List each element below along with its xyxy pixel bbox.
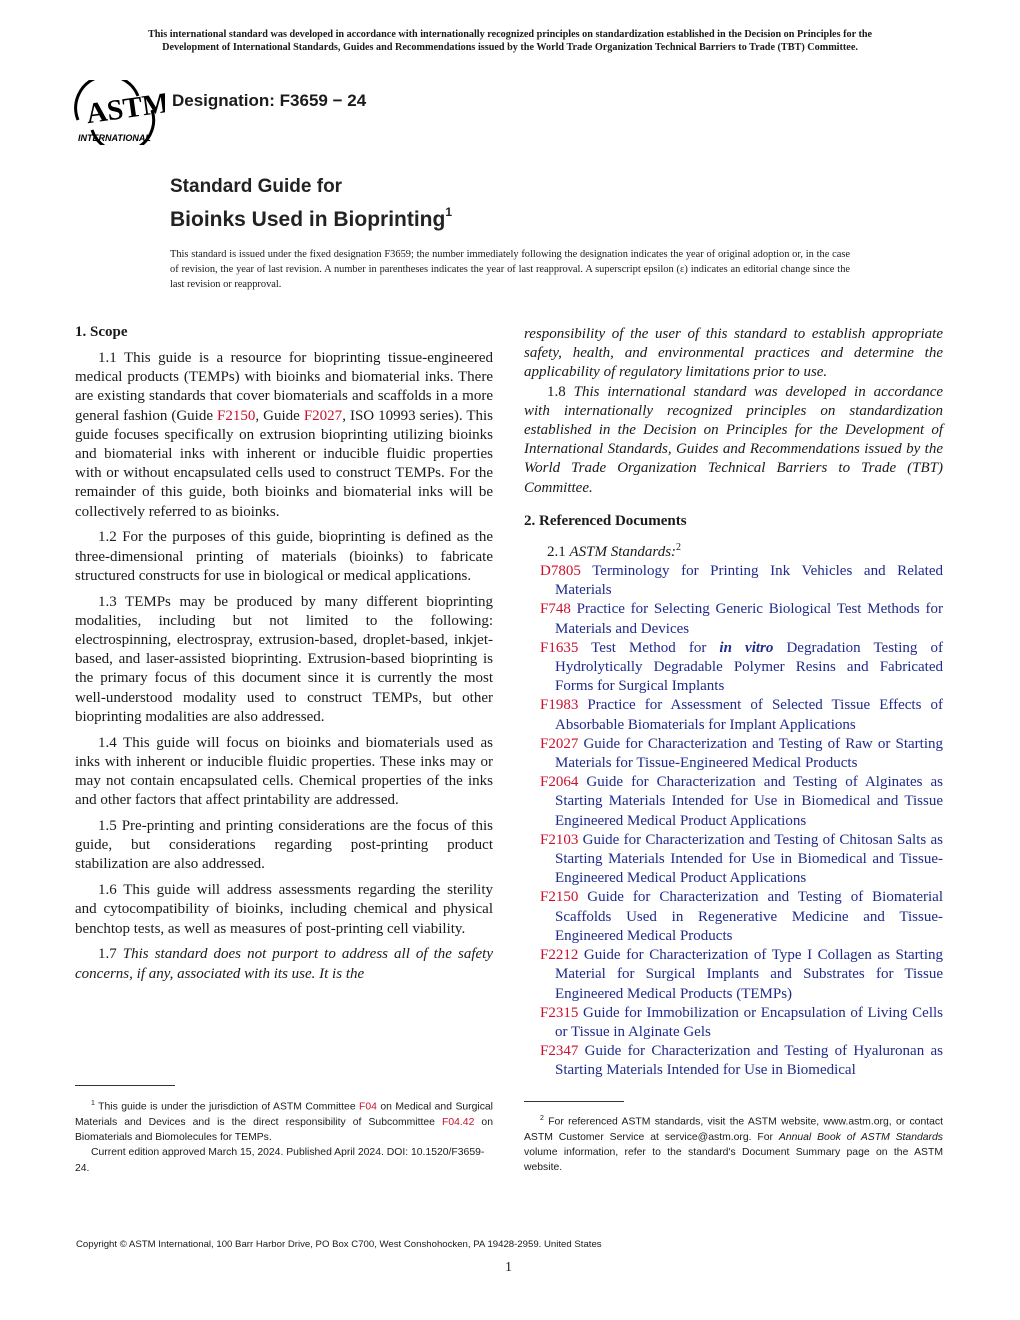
title-line-1: Standard Guide for xyxy=(170,176,343,197)
reference-item xyxy=(524,639,943,697)
scope-1-4: 1.4 This guide will focus on bioinks and biomaterials used as inks with inherent or inducible fluidic properties. These inks may or may not contain encapsulated cells. Chemical properties of the inks and other factors that affect printability are addressed. xyxy=(75,734,493,809)
footnote-2 xyxy=(524,1111,943,1176)
reference-code-link[interactable]: F1983 xyxy=(540,697,579,714)
reference-title[interactable]: Practice for Selecting Generic Biological Test Methods for Materials and Devices xyxy=(555,601,943,637)
footnote-1 xyxy=(75,1096,493,1176)
link-f2027[interactable]: F2027 xyxy=(303,407,343,424)
astm-standards-num: 2.1 xyxy=(547,543,570,560)
reference-title[interactable]: Guide for Characterization and Testing of Alginates as Starting Materials Intended for Use in Biomedical and Tissue Engineered Medical Product Applications xyxy=(555,774,943,829)
reference-title[interactable]: Test Method for xyxy=(578,639,720,656)
logo-letters: ASTM xyxy=(84,86,165,131)
footnote-2-text xyxy=(524,1111,943,1176)
copyright-notice xyxy=(60,28,960,54)
reference-code-link[interactable]: F2347 xyxy=(540,1043,579,1060)
scope-1-8 xyxy=(524,383,943,498)
reference-title[interactable]: Guide for Characterization and Testing of Hyaluronan as Starting Materials Intended for Use in Biomedical xyxy=(555,1043,943,1079)
footnote-1-b: on Medical and Surgical Materials and Devices and is the direct responsibility of Subcommittee xyxy=(75,1101,493,1128)
reference-item xyxy=(524,1004,943,1042)
reference-title[interactable]: Practice for Assessment of Selected Tissue Effects of Absorbable Biomaterials for Implant Applications xyxy=(555,697,943,733)
reference-item xyxy=(524,562,943,600)
reference-code-link[interactable]: D7805 xyxy=(540,563,581,580)
astm-logo-icon xyxy=(70,80,165,145)
footnote-rule-left xyxy=(75,1085,175,1086)
scope-1-7 xyxy=(75,945,493,983)
scope-1-3: 1.3 TEMPs may be produced by many different bioprinting modalities, including but not limited to the following: electrospinning, electrospray, extrusion-based, droplet-based, inkjet-based, and laser-assisted bioprinting. Extrusion-based bioprinting is the primary focus of this document since it is currently the most well-understood modality used to construct TEMPs, but other bioprinting modalities are also addressed. xyxy=(75,593,493,725)
scope-1-1-text-a: 1.1 This guide is a resource for bioprinting tissue-engineered medical products (TEMPs) with bioinks and biomaterial inks. There are existing standards that cover biomaterials and scaffolds in a more general fashion (Guide xyxy=(75,350,493,424)
astm-standards-text: ASTM Standards: xyxy=(569,543,677,560)
scope-1-7-num: 1.7 xyxy=(98,946,123,963)
reference-title[interactable]: Guide for Characterization and Testing of Chitosan Salts as Starting Materials Intended for Use in Biomedical and Tissue-Engineered Medical Product Applications xyxy=(555,831,943,887)
title-line-2 xyxy=(170,198,452,234)
reference-item xyxy=(524,600,943,638)
reference-code-link[interactable]: F2315 xyxy=(540,1004,579,1021)
reference-code-link[interactable]: F2027 xyxy=(540,735,579,752)
reference-list xyxy=(524,562,943,1080)
title-main: Bioinks Used in Bioprinting xyxy=(170,208,446,231)
link-f04-42[interactable]: F04.42 xyxy=(442,1116,475,1128)
reference-title[interactable]: Guide for Characterization of Type I Collagen as Starting Material for Surgical Implants and Substrates for Tissue Engineered Medical Products (TEMPs) xyxy=(555,947,943,1002)
reference-item xyxy=(524,946,943,1004)
link-f04[interactable]: F04 xyxy=(359,1101,377,1113)
references-heading: 2. Referenced Documents xyxy=(524,512,687,529)
copyright-footer: Copyright © ASTM International, 100 Barr Harbor Drive, PO Box C700, West Conshohocken, PA 19428-2959. United States xyxy=(76,1239,602,1250)
reference-code-link[interactable]: F2150 xyxy=(540,889,579,906)
reference-item xyxy=(524,1042,943,1080)
footnote-1-a: This guide is under the jurisdiction of ASTM Committee xyxy=(94,1101,360,1113)
scope-1-1 xyxy=(75,349,493,522)
page-number: 1 xyxy=(505,1260,512,1275)
footnote-2-italic: Annual Book of ASTM Standards xyxy=(778,1131,943,1143)
astm-standards-label xyxy=(524,538,943,562)
title-footnote-mark: 1 xyxy=(445,205,453,219)
scope-1-7-continued xyxy=(524,325,943,383)
footnote-rule-right xyxy=(524,1101,624,1102)
scope-1-8-text: This international standard was developed in accordance with internationally recognized principles on standardization established in the Decision on Principles for the Development of International Standards, Guides and Recommendations issued by the World Trade Organization Technical Barriers to Trade (TBT) Committee. xyxy=(524,383,944,496)
astm-standards-mark: 2 xyxy=(676,541,682,553)
document-title xyxy=(170,176,452,234)
reference-item xyxy=(524,696,943,734)
reference-title[interactable]: Guide for Immobilization or Encapsulation of Living Cells or Tissue in Alginate Gels xyxy=(555,1004,943,1040)
reference-title[interactable]: Terminology for Printing Ink Vehicles and Related Materials xyxy=(555,563,943,599)
reference-item xyxy=(524,831,943,889)
reference-emphasis[interactable]: in vitro xyxy=(719,639,774,656)
footnote-1-text xyxy=(75,1096,493,1145)
scope-1-6: 1.6 This guide will address assessments regarding the sterility and cytocompatibility of bioinks, including chemical and physical benchtop tests, as well as measures of post-printing cell viability. xyxy=(75,882,493,937)
reference-title-cont[interactable]: Degradation Testing of Hydrolytically Degradable Polymer Resins and Fabricated Forms for Surgical Implants xyxy=(555,639,943,695)
reference-item xyxy=(524,888,943,946)
reference-code-link[interactable]: F2103 xyxy=(540,831,579,848)
footnote-1-mark: 1 xyxy=(91,1100,95,1107)
reference-code-link[interactable]: F1635 xyxy=(540,639,579,656)
scope-1-7-cont-text: responsibility of the user of this standard to establish appropriate safety, health, and environmental practices and determine the applicability of regulatory limitations prior to use. xyxy=(524,326,943,381)
footnote-2-a: For referenced ASTM standards, visit the ASTM website, www.astm.org, or contact ASTM Customer Service at service@astm.org. For xyxy=(524,1116,943,1143)
footnote-1-approved: Current edition approved March 15, 2024. Published April 2024. DOI: 10.1520/F3659-24. xyxy=(75,1147,485,1174)
scope-heading: 1. Scope xyxy=(75,324,128,340)
astm-logo xyxy=(70,80,165,145)
reference-title[interactable]: Guide for Characterization and Testing of Raw or Starting Materials for Tissue-Engineered Medical Products xyxy=(555,735,943,772)
intro-paragraph: This standard is issued under the fixed designation F3659; the number immediately following the designation indicates the year of original adoption or, in the case of revision, the year of last revision. A number in parentheses indicates the year of last reapproval. A superscript epsilon (ε) indicates an editorial change since the last revision or reapproval. xyxy=(170,249,850,290)
footnote-2-mark: 2 xyxy=(540,1115,544,1122)
scope-1-8-num: 1.8 xyxy=(547,383,574,400)
scope-1-1-text-b: , Guide xyxy=(255,407,304,424)
notice-line-2: Development of International Standards, Guides and Recommendations issued by the World Trade Organization Technical Barriers to Trade (TBT) Committee. xyxy=(162,42,858,53)
footnote-1-c: on Biomaterials and Biomolecules for TEMPs. xyxy=(75,1116,493,1144)
link-f2150[interactable]: F2150 xyxy=(217,407,256,424)
notice-line-1: This international standard was developed in accordance with internationally recognized principles on standardization established in the Decision on Principles for the xyxy=(147,29,873,40)
designation: Designation: F3659 − 24 xyxy=(172,91,367,110)
scope-1-5: 1.5 Pre-printing and printing considerations are the focus of this guide, but considerations regarding post-printing product stabilization are also addressed. xyxy=(75,818,493,873)
reference-code-link[interactable]: F2064 xyxy=(540,774,579,791)
reference-title[interactable]: Guide for Characterization and Testing of Biomaterial Scaffolds Used in Regenerative Medicine and Tissue-Engineered Medical Products xyxy=(555,889,943,944)
scope-1-1-text-c: , ISO 10993 series). This guide focuses specifically on extrusion bioprinting utilizing bioinks and biomaterial inks with inherent or inducible fluidic properties with or without encapsulated cells used to construct TEMPs. For the remainder of this guide, both bioinks and biomaterial inks will be collectively referred to as bioinks. xyxy=(75,407,493,520)
right-column xyxy=(524,325,943,1081)
reference-item xyxy=(524,735,943,773)
reference-code-link[interactable]: F748 xyxy=(540,601,571,618)
left-column xyxy=(75,323,493,990)
reference-item xyxy=(524,773,943,831)
reference-code-link[interactable]: F2212 xyxy=(540,947,579,964)
scope-1-2: 1.2 For the purposes of this guide, bioprinting is defined as the three-dimensional printing of materials (bioinks) to fabricate structured constructs for use in biological or medical applications. xyxy=(75,529,493,584)
scope-1-7-text: This standard does not purport to address all of the safety concerns, if any, associated with its use. It is the xyxy=(75,946,493,982)
footnote-2-b: volume information, refer to the standard's Document Summary page on the ASTM website. xyxy=(524,1147,943,1174)
logo-sub: INTERNATIONAL xyxy=(78,133,151,143)
